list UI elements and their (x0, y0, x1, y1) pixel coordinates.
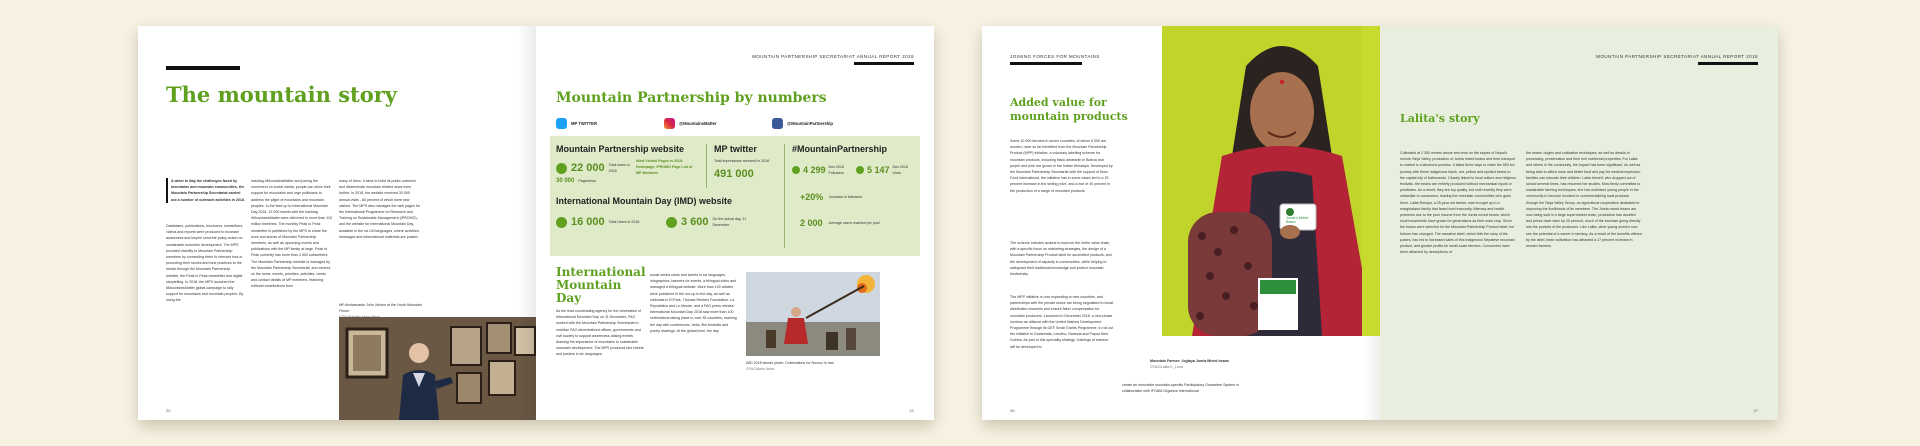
twitter-impressions-label: Total impressions received in 2018 (714, 159, 770, 163)
imd-body-column-1: As the lead coordinating agency for the celebration of International Mountain Day on 11 December, FAO worked with the Mountain Partnership Secretariat to mobilize FAO decentralized offices, governments and civil society to support awareness-raising events drawing the importance of mountains to sustainable mountain development. The MPS produced fact sheets and posters in six languages, (556, 309, 644, 357)
page-21 (536, 26, 934, 420)
body-column-3: many of them. It aims to build its public outreach and disseminate mountain related news even further. In 2018, the website received 30 000 annual visits - 65 percent of which were new visitors. The MPS also manages the web pages for the International Programme on Research and Training on Sustainable Management (IPROMO), and the website for International Mountain Day, available in the six UN languages, where activities, messages and informational materials are posted. (339, 179, 421, 239)
gallery-illustration (339, 317, 536, 420)
imd-website-title: International Mountain Day (IMD) website (556, 196, 733, 206)
spread-mountain-products (982, 26, 1778, 420)
imd-winner-photo (746, 272, 880, 356)
imd-users-stat (556, 216, 639, 228)
likes-icon (856, 166, 864, 174)
followers-stat (792, 164, 849, 176)
page-number: 27 (1753, 408, 1758, 413)
likes-value: 5 147 (867, 165, 890, 176)
social-facebook[interactable] (772, 118, 833, 129)
header-bar (1698, 62, 1758, 65)
imd-photo-caption (746, 360, 880, 372)
farmer-photo (1162, 26, 1380, 336)
website-pageviews-value: 30 000 (556, 178, 575, 185)
reach-value: 2 000 (800, 218, 823, 228)
twitter-title: MP twitter (714, 144, 757, 154)
facebook-icon (772, 118, 783, 129)
imd-heading: International Mountain Day (556, 265, 646, 305)
caption-text: Mountain Farmer: Jogfaya Jumla Mixed beans (1150, 359, 1229, 363)
website-pageviews-stat (556, 178, 596, 184)
twitter-impressions-value: 491 000 (714, 168, 754, 180)
divider (706, 144, 707, 188)
header-bar (854, 62, 914, 65)
product-label-text: Jumla's Mixed Beans (1286, 216, 1309, 224)
increase-stat (800, 192, 862, 202)
lalita-body-1: Cultivated at 2 300 metres above sea level on the slopes of Nepal's remote Sinja Valley, production of Jumla mixed beans and their transport to market is a laborious process. It takes three days to make the 800 km journey with these indigenous black, red, yellow and spotted beans to the capital city of Kathmandu. Closely linked to local culture and religious festivals, the beans are entirely produced without mechanical inputs or pesticides. As a result, they are top quality, but until recently they were unfamiliar to consumers, leaving the mountain communities who grow them. Lalita Rokaya, a 25-year-old farmer, was brought up in a marginalized family that faced food insecurity, illiteracy and health problems due to the poor income from the Jumla mixed beans, which local households have grown for generations as their main crop. Since the beans were selected for the Mountain Partnership Product label, her fortune has changed. The narrative label, which tells the story of the pulses, has led to increased sales of this indigenous Nepalese mountain product, and greater profits for small-scale farmers. Consumers have been attracted by descriptions of (1400, 151, 1516, 255)
body-column-1: Databases, publications, brochures, newsletters, videos and reports were produced to increase awareness and inspire concrete policy action on sustainable mountain development. The MPS provided visibility to Mountain Partnership members by connecting them to relevant fora or promoting their stories and best practices to the media through the Mountain Partnership website, the Peak to Peak newsletter and digital storytelling. In 2018, the MPS launched the #MountainsMatter global campaign to rally support for mountains and mountain peoples. By using the (166, 224, 244, 303)
twitter-icon (556, 118, 567, 129)
header-bar (1010, 62, 1082, 65)
imd-day-label: On the actual day, 11 December (712, 217, 747, 228)
instagram-label: @MountainsMatter (679, 121, 717, 126)
fire-celebration-illustration (746, 272, 880, 356)
imd-day-icon (666, 217, 677, 228)
likes-stat (856, 164, 913, 176)
imd-day-stat (666, 216, 763, 228)
products-body-2: The scheme includes actions to improve the entire value chain, with a specific focus on marketing strategies, the design of a Mountain Partnership Product label for accredited products, and the development of capacity in communities, while helping to safeguard their traditional knowledge and protect mountain biodiversity. (1010, 241, 1112, 277)
caption-text: IMD 2018 winner photo: Celebrations for Novruz in Iran (746, 361, 834, 365)
intro-paragraph: A wider to flag the challenges faced by mountains and mountain communities, the Mountain Partnership Secretariat carried out a number of outreach activities in 2018. (166, 178, 245, 203)
imd-users-label: Total Users in 2018 (608, 219, 640, 224)
title-line-2: mountain products (1010, 110, 1128, 123)
farmer-photo-caption (1150, 358, 1270, 370)
lalita-body-2: the beans' origins and cultivation techniques, as well as details of processing, preservation and their rich nutritional properties. For Lalita and others in the community, the impact has been significant. As well as being able to afford more and better food and pay for medical expenses, families can educate their children. Lalita herself, who dropped out of school several times, has resumed her studies. Now firmly committed to sustainable farming techniques, she has mobilized young people in the community to become involved in commercializing local products through the Sinja Valley Group, an agricultural cooperative dedicated to improving the livelihoods of its members. The Jumla mixed beans are now being sold in a large supermarket chain, production has doubled and prices have risen by 25 percent, much of the increase going directly into the pockets of the producers. Like Lalita, other young women now see the potential of a career in farming. As a result of the benefits offered by the label, bean cultivation has attracted a 17 percent increase in women farmers. (1526, 151, 1642, 249)
page-20 (138, 26, 536, 420)
instagram-icon (664, 118, 675, 129)
social-instagram[interactable] (664, 118, 717, 129)
website-users-value: 22 000 (571, 162, 605, 175)
section-bar (166, 66, 240, 70)
imd-body-column-2: social media cards and tweets in six languages, infographics, banners for events, a trilingual video and managed a trilingual website. More than 100 articles were published in the run-up to the day, as well as editorials in El País, Thomas Reuters Foundation, La Repubblica and Le Monde, and a FAO press release. International Mountain Day 2018 saw more than 100 celebrations taking place in over 35 countries, marking the day with conferences, treks, film festivals and poetry readings. At the global level, the day (650, 273, 737, 333)
website-users-stat (556, 162, 637, 174)
increase-label: Increase in followers (829, 194, 863, 199)
products-body-3: The MPP initiative is now expanding to new countries, and partnerships with the private sector are being negotiated to boost distribution channels and ensure fairer compensation for mountain producers. Launched in December 2018, a new phase involves an alliance with the United Nations Development Programme through its GEF Small Grants Programme, to roll out the initiative to Guatemala, Lesotho, Rwanda and Papua New Guinea. As part of this speciality strategy, 'trainings of trainers' will be developed to (1010, 295, 1114, 349)
ambassador-photo (339, 317, 536, 420)
followers-label: Dec 2018 Followers (828, 165, 844, 176)
products-body-1: Some 10 000 farmers in seven countries, of whom 6 000 are women, have so far benefited from the Mountain Partnership Product (MPP) initiative, a voluntary labelling scheme for mountain products, including black amaranth in Bolivia and purple and pink rice grown in the Indian Himalaya. Developed by the Mountain Partnership Secretariat with the support of Slow Food International, the initiative has in some cases led to a 25 percent increase in the selling price, and a rise of 40 percent in the production of a range of mountain products. (1010, 139, 1113, 193)
page-number: 26 (1010, 408, 1015, 413)
spread-mountain-story (138, 26, 934, 420)
website-pageviews-label: Pageviews (578, 179, 596, 183)
likes-label: Dec 2018 Likes (892, 165, 908, 176)
website-users-label: Total users in 2018 (608, 163, 630, 174)
facebook-label: @MountainPartnership (787, 121, 833, 126)
website-title: Mountain Partnership website (556, 144, 685, 154)
caption-credit: ©FAO/Lalita K_Luna (1150, 365, 1183, 370)
followers-value: 4 299 (803, 165, 826, 176)
products-body-4: create an innovative mountain-specific Participatory Guarantee System in collaboration with IFOAM-Organics International. (1122, 383, 1239, 394)
social-twitter[interactable] (556, 118, 597, 129)
running-header: JOINING FORCES FOR MOUNTAINS (1010, 54, 1100, 59)
page-number: 20 (166, 408, 171, 413)
stats-panel (550, 136, 920, 256)
hashtag-title: #MountainPartnership (792, 144, 888, 154)
title-line-1: Added value for (1010, 96, 1107, 109)
reach-label: Average users reached per post (828, 220, 880, 225)
photo-edge (1362, 26, 1380, 336)
numbers-title: Mountain Partnership by numbers (556, 90, 827, 106)
users-icon (556, 163, 567, 174)
lalita-title: Lalita's story (1400, 112, 1480, 125)
reach-stat (800, 218, 880, 228)
imd-users-icon (556, 217, 567, 228)
divider (784, 144, 785, 248)
increase-value: +20% (800, 192, 824, 202)
imd-users-value: 16 000 (571, 216, 605, 228)
imd-day-value: 3 600 (681, 216, 709, 229)
running-header: MOUNTAIN PARTNERSHIP SECRETARIAT ANNUAL REPORT 2018 (752, 54, 914, 59)
page-number: 21 (909, 408, 914, 413)
products-title (1010, 96, 1128, 124)
followers-icon (792, 166, 800, 174)
caption-text: MP Ambassador John Norton at the Youth Mountain Forum (339, 303, 422, 314)
twitter-label: MP TWITTER (571, 121, 597, 126)
caption-credit: ©FAO/Amin Asha (746, 367, 775, 372)
page-title: The mountain story (166, 82, 397, 107)
running-header: MOUNTAIN PARTNERSHIP SECRETARIAT ANNUAL REPORT 2018 (1596, 54, 1758, 59)
body-column-2: hashtag #MountainsMatter and joining the movement on social media, people can show their support for mountains and urge politicians to address the plight of mountains and mountain peoples. In the lead up to International Mountain Day 2018, 13 000 tweets with the hashtag #MountainsMatter were delivered to more than 115 million timelines. The monthly Peak to Peak newsletter is published by the MPS to share the work and stories of Mountain Partnership members, as well as upcoming events and publications with the MP family at large. Peak to Peak currently has more than 2 500 subscribers. The Mountain Partnership website is managed by the Mountain Partnership Secretariat, and centres on the news, events, priorities, activities, needs and contact details of MP members, featuring editorial contributions from (251, 179, 333, 289)
most-visited-pages: Most Visited Pages in 2018: Homepage, IPROMO Page List of MP Members (636, 159, 693, 176)
farmer-illustration (1162, 26, 1380, 336)
